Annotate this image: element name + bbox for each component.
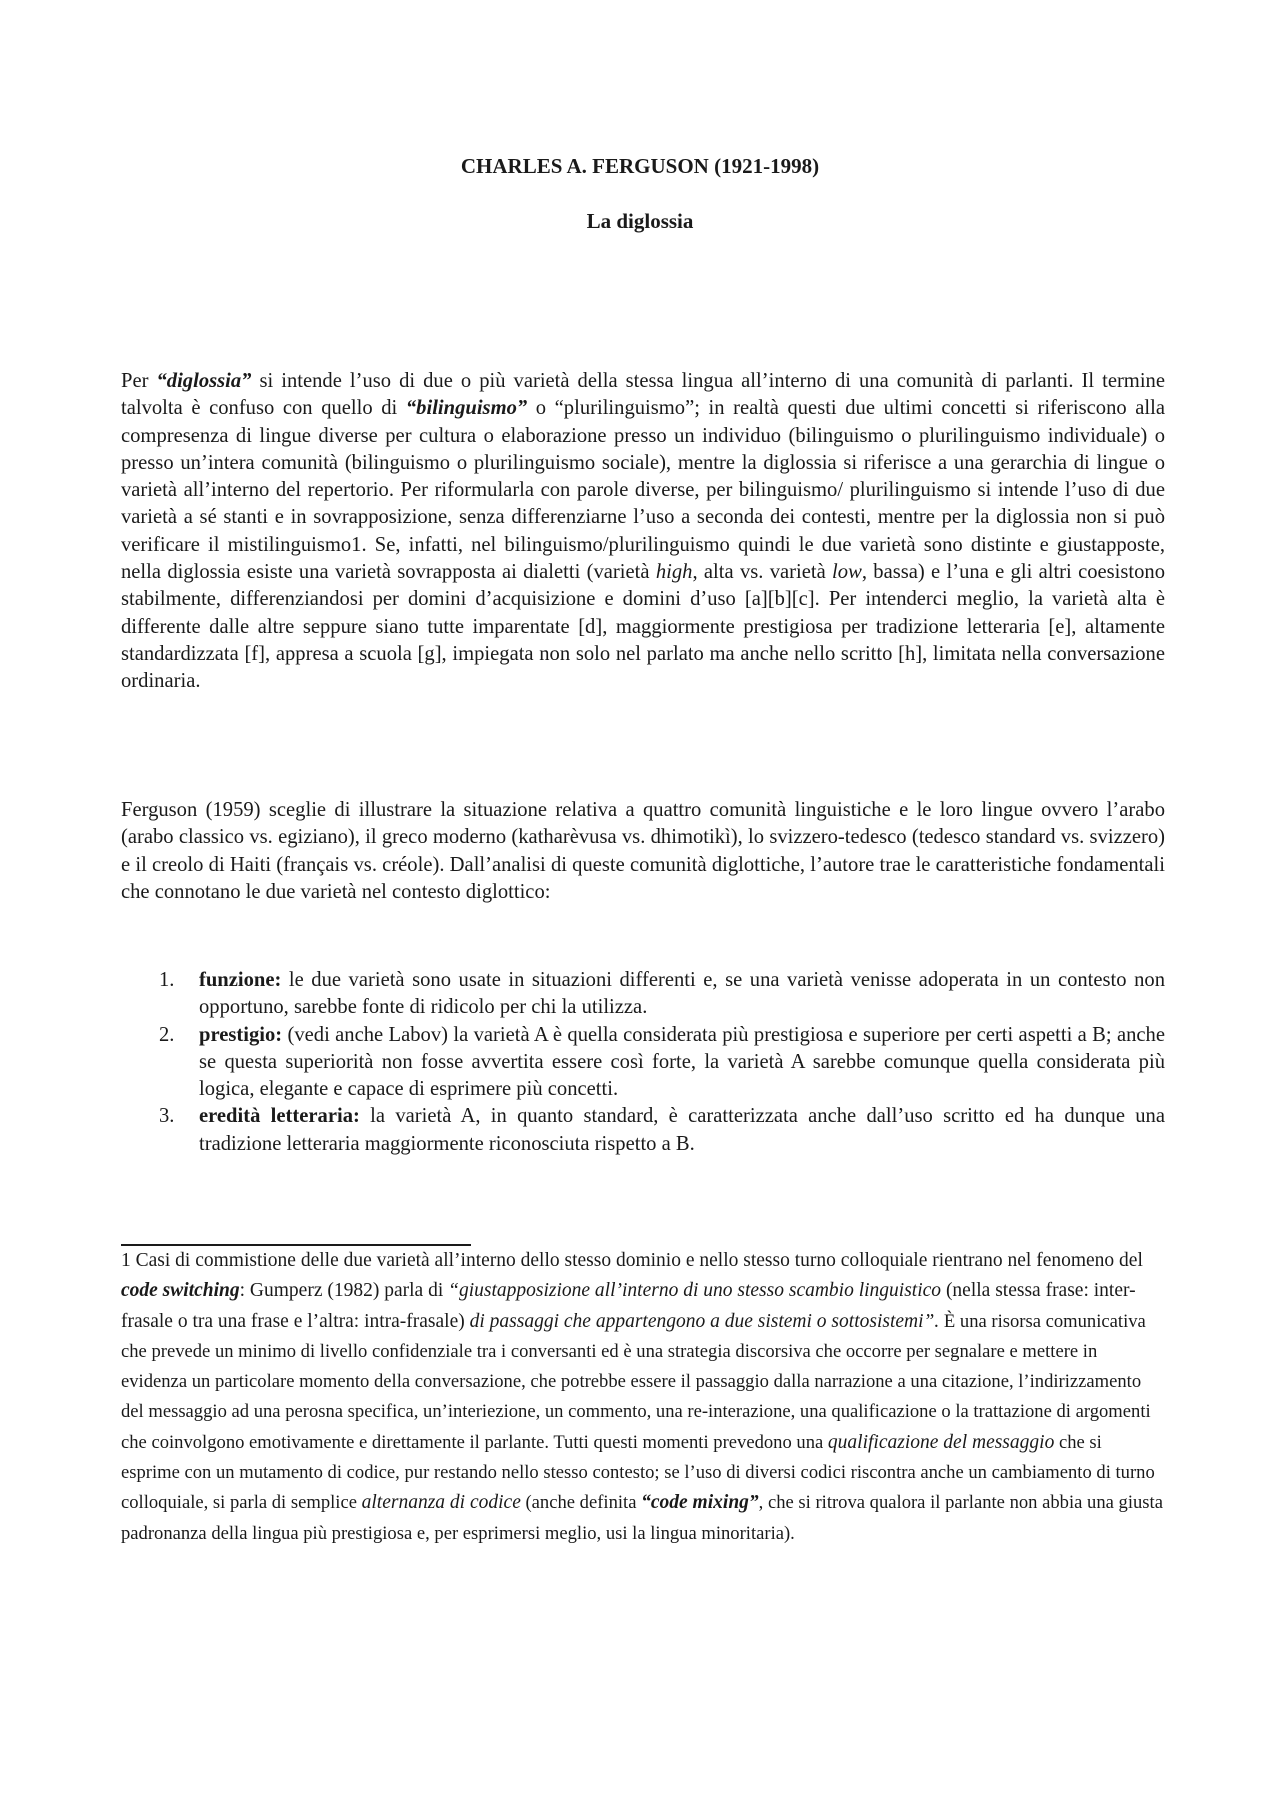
text-run: 1 Casi di commistione delle due varietà all’interno dello stesso dominio e nello stesso turno colloquiale rientrano nel fenomeno del — [121, 1250, 1143, 1271]
list-text: (vedi anche Labov) la varietà A è quella considerata più prestigiosa e superiore per certi aspetti a B; anche se questa superiorità non fosse avvertita essere così forte, la varietà A sarebbe comunque quella considerata più logica, elegante e capace di esprimere più concetti. — [199, 1023, 1165, 1101]
term-diglossia: “diglossia” — [156, 370, 252, 392]
text-run: : Gumperz (1982) parla di — [239, 1280, 449, 1302]
text-run: , bassa) e l’una e gli altri coesistono stabilmente, differenziandosi per domini d’acquisizione e domini d’uso [a][b][c]. Per intenderci meglio, la varietà alta è differente dalle altre seppure siano tutte imparentate [d], maggiormente prestigiosa per tradizione letteraria [e], altamente standardizzata [f], appresa a scuola [g], impiegata non solo nel parlato ma anche nello scritto [h], limitata nella conversazione ordinaria. — [121, 561, 1166, 693]
text-run: (nella stessa frase: inter-frasale o tra una frase e l’altra: intra-frasale) — [121, 1280, 1136, 1332]
page-subtitle: La diglossia — [586, 209, 694, 233]
list-text: le due varietà sono usate in situazioni differenti e, se una varietà venisse adoperata in un contesto non opportuno, sarebbe fonte di ridicolo per chi la utilizza. — [199, 969, 1165, 1019]
page-title: CHARLES A. FERGUSON (1921-1998) — [460, 154, 820, 178]
term-code-mixing: “code mixing” — [641, 1492, 759, 1514]
text-run: , che si ritrova qualora il parlante non abbia una giusta padronanza della lingua più prestigiosa e, per esprimersi meglio, usi la lingua minoritaria). — [121, 1492, 1163, 1544]
list-number: 2. — [159, 1023, 175, 1046]
footnote — [121, 1246, 1165, 1549]
term-low: low — [832, 561, 862, 584]
list-number: 1. — [159, 969, 175, 991]
list-text: la varietà A, in quanto standard, è caratterizzata anche dall’uso scritto ed ha dunque una tradizione letteraria maggiormente riconosciuta rispetto a B. — [199, 1105, 1165, 1155]
characteristics-list — [121, 967, 1165, 1158]
quote-gumperz: “giustapposizione all’interno di uno stesso scambio linguistico — [448, 1280, 942, 1302]
list-term: funzione: — [199, 969, 282, 991]
text-run: si intende l’uso di due o più varietà della stessa lingua all’interno di una comunità di parlanti. Il termine talvolta è confuso con quello di — [121, 370, 1165, 420]
paragraph-ferguson: Ferguson (1959) sceglie di illustrare la situazione relativa a quattro comunità linguistiche e le loro lingue ovvero l’arabo (arabo classico vs. egiziano), il greco moderno (katharèvusa vs. dhimotikì), lo svizzero-tedesco (tedesco standard vs. svizzero) e il creolo di Haiti (français vs. créole). Dall’analisi di queste comunità diglottiche, l’autore trae le caratteristiche fondamentali che connotano le due varietà nel contesto diglottico: — [121, 799, 1165, 903]
list-item — [121, 967, 1165, 1022]
term-bilinguismo: “bilinguismo” — [405, 397, 528, 420]
text-run: , alta vs. varietà — [692, 561, 833, 584]
list-term: prestigio: — [199, 1023, 283, 1046]
term-qualificazione: qualificazione del messaggio — [827, 1431, 1055, 1453]
term-alternanza: alternanza di codice — [361, 1492, 521, 1514]
paragraph-intro — [121, 368, 1165, 696]
list-item — [121, 1022, 1165, 1104]
quote-gumperz-end: di passaggi che appartengono a due sistemi o sottosistemi”. — [469, 1310, 940, 1332]
text-run: o “plurilinguismo”; in realtà questi due ultimi concetti si riferiscono alla compresenza di lingue diverse per cultura o elaborazione presso un individuo (bilinguismo o plurilinguismo individuale) o presso un’intera comunità (bilinguismo o plurilinguismo sociale), mentre la diglossia si riferisce a una gerarchia di lingue o varietà all’interno del repertorio. Per riformularla con parole diverse, per bilinguismo/ plurilinguismo si intende l’uso di due varietà a sé stanti e in sovrapposizione, senza differenziarne l’uso a seconda dei contesti, mentre per la diglossia non si può verificare il mistilinguismo1. Se, infatti, nel bilinguismo/plurilinguismo quindi le due varietà sono distinte e giustapposte, nella diglossia esiste una varietà sovrapposta ai dialetti (varietà — [121, 397, 1165, 584]
text-run: (anche definita — [520, 1492, 642, 1514]
text-run: Per — [121, 370, 157, 392]
list-item — [121, 1103, 1165, 1158]
term-code-switching: code switching — [121, 1280, 240, 1302]
term-high: high — [655, 561, 693, 584]
text-run: È una risorsa comunicativa che prevede un minimo di livello confidenziale tra i conversanti ed è una strategia discorsiva che occorre per segnalare e mettere in evidenza un particolare momento della conversazione, che potrebbe essere il passaggio dalla narrazione a una citazione, l’indirizzamento del messaggio ad una perosna specifica, un’interiezione, un commento, una re-interazione, una qualificazione o la trattazione di argomenti che coinvolgono emotivamente e direttamente il parlante. Tutti questi momenti prevedono una — [121, 1310, 1151, 1453]
list-number: 3. — [159, 1105, 175, 1128]
list-term: eredità letteraria: — [199, 1105, 360, 1128]
text-run: che si esprime con un mutamento di codice, pur restando nello stesso contesto; se l’uso di diversi codici riscontra anche un cambiamento di turno colloquiale, si parla di semplice — [121, 1431, 1155, 1514]
